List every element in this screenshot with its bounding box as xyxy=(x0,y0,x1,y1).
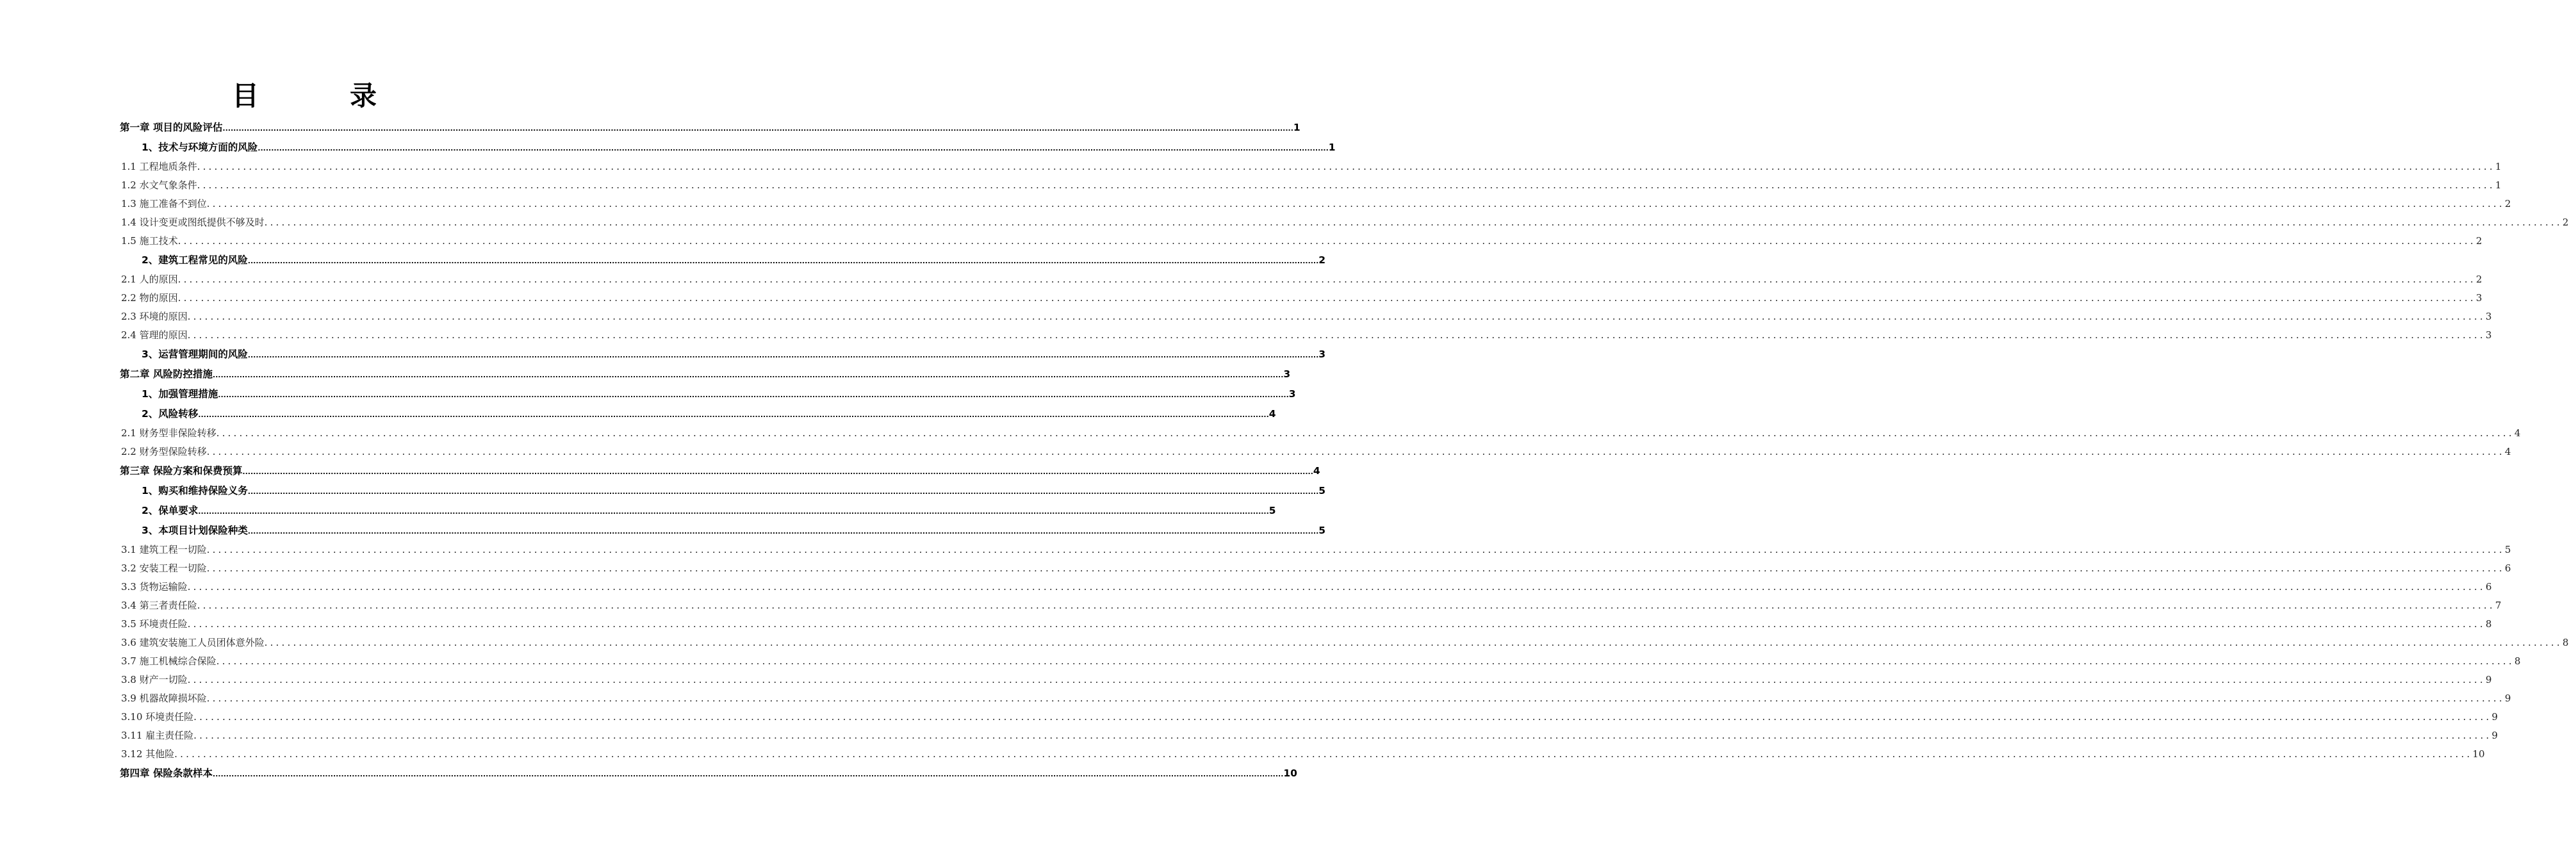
toc-entry-section[interactable] xyxy=(120,250,1326,270)
dot-leader: ................................................................................................................................................................................................................................................................................................................................................................................................................ xyxy=(242,468,1313,476)
toc-entry-text: 2.2 物的原因 xyxy=(121,292,178,304)
dot-leader: ................................................................................................................................................................................................................................................................................................................................................................................................................ xyxy=(206,544,2505,555)
dot-leader: ................................................................................................................................................................................................................................................................................................................................................................................................................ xyxy=(216,427,2514,439)
toc-page-number: 6 xyxy=(2485,581,2492,593)
toc-entry-section[interactable] xyxy=(120,404,1276,424)
toc-entry-text: 2、建筑工程常见的风险 xyxy=(142,254,248,266)
toc-entry-text: 3.10 环境责任险 xyxy=(121,711,194,723)
toc-entry-item[interactable] xyxy=(120,232,2482,250)
toc-page-number: 4 xyxy=(2514,427,2521,439)
toc-entry-item[interactable] xyxy=(120,176,2502,195)
toc-entry-text: 2.3 环境的原因 xyxy=(121,311,188,322)
toc-entry-text: 3.4 第三者责任险 xyxy=(121,600,197,611)
toc-page-number: 2 xyxy=(2475,274,2482,285)
toc-entry-text: 2.1 人的原因 xyxy=(121,274,178,285)
toc-entry-item[interactable] xyxy=(120,158,2502,176)
dot-leader: ................................................................................................................................................................................................................................................................................................................................................................................................................ xyxy=(187,618,2486,630)
toc-page-number: 2 xyxy=(2475,235,2482,247)
dot-leader: ................................................................................................................................................................................................................................................................................................................................................................................................................ xyxy=(216,655,2514,667)
dot-leader: ................................................................................................................................................................................................................................................................................................................................................................................................................ xyxy=(222,124,1293,133)
toc-entry-text: 3.12 其他险 xyxy=(121,748,175,760)
toc-entry-item[interactable] xyxy=(120,289,2482,308)
toc-page-number: 4 xyxy=(1313,465,1320,477)
toc-entry-item[interactable] xyxy=(120,424,2521,443)
page-title: 目 录 xyxy=(231,80,409,111)
toc-entry-item[interactable] xyxy=(120,195,2511,213)
toc-page-number: 2 xyxy=(1318,254,1326,266)
dot-leader: ................................................................................................................................................................................................................................................................................................................................................................................................................ xyxy=(198,411,1269,419)
toc-page-number: 2 xyxy=(2504,198,2511,209)
toc-page-number: 3 xyxy=(1283,368,1291,380)
toc-entry-text: 1.1 工程地质条件 xyxy=(121,161,197,172)
toc-entry-chapter[interactable] xyxy=(120,461,1320,481)
toc-page-number: 8 xyxy=(2485,618,2492,630)
dot-leader: ................................................................................................................................................................................................................................................................................................................................................................................................................ xyxy=(177,292,2476,304)
toc-entry-item[interactable] xyxy=(120,541,2511,559)
toc-entry-section[interactable] xyxy=(120,345,1326,365)
toc-entry-item[interactable] xyxy=(120,596,2502,615)
toc-page-number: 3 xyxy=(2485,329,2492,341)
toc-entry-text: 3.5 环境责任险 xyxy=(121,618,188,630)
toc-entry-item[interactable] xyxy=(120,652,2521,671)
dot-leader: ................................................................................................................................................................................................................................................................................................................................................................................................................ xyxy=(206,562,2505,574)
toc-page-number: 10 xyxy=(2472,748,2485,760)
toc-page-number: 5 xyxy=(1318,485,1326,496)
toc-entry-item[interactable] xyxy=(120,308,2492,326)
toc-entry-text: 3.11 雇主责任险 xyxy=(121,730,194,741)
toc-entry-text: 1、购买和维持保险义务 xyxy=(142,485,248,496)
toc-page-number: 9 xyxy=(2491,711,2498,723)
toc-entry-item[interactable] xyxy=(120,634,2569,652)
toc-entry-text: 1.2 水文气象条件 xyxy=(121,179,197,191)
toc-entry-item[interactable] xyxy=(120,745,2485,764)
toc-page-number: 4 xyxy=(1268,408,1276,420)
dot-leader: ................................................................................................................................................................................................................................................................................................................................................................................................................ xyxy=(247,257,1319,265)
toc-page-number: 3 xyxy=(2475,292,2482,304)
toc-entry-text: 第三章 保险方案和保费预算 xyxy=(120,465,243,477)
toc-entry-item[interactable] xyxy=(120,578,2492,596)
toc-page-number: 9 xyxy=(2485,674,2492,685)
dot-leader: ................................................................................................................................................................................................................................................................................................................................................................................................................ xyxy=(198,507,1269,516)
toc-entry-text: 3.7 施工机械综合保险 xyxy=(121,655,217,667)
toc-entry-text: 3.1 建筑工程一切险 xyxy=(121,544,207,555)
dot-leader: ................................................................................................................................................................................................................................................................................................................................................................................................................ xyxy=(187,581,2486,593)
toc-entry-text: 2.2 财务型保险转移 xyxy=(121,446,207,457)
toc-page-number: 2 xyxy=(2562,217,2569,228)
toc-entry-text: 3.3 货物运输险 xyxy=(121,581,188,593)
dot-leader: ................................................................................................................................................................................................................................................................................................................................................................................................................ xyxy=(187,674,2486,685)
toc-page-number: 8 xyxy=(2514,655,2521,667)
toc-entry-item[interactable] xyxy=(120,213,2569,232)
toc-entry-chapter[interactable] xyxy=(120,764,1297,783)
toc-entry-text: 1.4 设计变更或图纸提供不够及时 xyxy=(121,217,265,228)
toc-entry-section[interactable] xyxy=(120,521,1326,541)
dot-leader: ................................................................................................................................................................................................................................................................................................................................................................................................................ xyxy=(177,274,2476,285)
toc-page-number: 10 xyxy=(1283,767,1297,779)
toc-entry-text: 2、风险转移 xyxy=(142,408,199,420)
dot-leader: ................................................................................................................................................................................................................................................................................................................................................................................................................ xyxy=(197,161,2495,172)
dot-leader: ................................................................................................................................................................................................................................................................................................................................................................................................................ xyxy=(193,730,2492,741)
toc-entry-item[interactable] xyxy=(120,270,2482,289)
dot-leader: ................................................................................................................................................................................................................................................................................................................................................................................................................ xyxy=(193,711,2492,723)
dot-leader: ................................................................................................................................................................................................................................................................................................................................................................................................................ xyxy=(264,217,2563,228)
toc-entry-text: 第四章 保险条款样本 xyxy=(120,767,213,779)
dot-leader: ................................................................................................................................................................................................................................................................................................................................................................................................................ xyxy=(247,527,1319,536)
dot-leader: ................................................................................................................................................................................................................................................................................................................................................................................................................ xyxy=(187,311,2486,322)
toc-entry-item[interactable] xyxy=(120,708,2498,726)
toc-entry-text: 2、保单要求 xyxy=(142,505,199,516)
toc-entry-text: 3.2 安装工程一切险 xyxy=(121,562,207,574)
toc-page-number: 1 xyxy=(2495,179,2502,191)
toc-entry-item[interactable] xyxy=(120,615,2492,634)
toc-entry-item[interactable] xyxy=(120,689,2511,708)
dot-leader: ................................................................................................................................................................................................................................................................................................................................................................................................................ xyxy=(264,637,2563,648)
toc-page-number: 7 xyxy=(2495,600,2502,611)
toc-entry-text: 3.8 财产一切险 xyxy=(121,674,188,685)
dot-leader: ................................................................................................................................................................................................................................................................................................................................................................................................................ xyxy=(197,179,2495,191)
toc-page-number: 4 xyxy=(2504,446,2511,457)
toc-entry-item[interactable] xyxy=(120,559,2511,578)
toc-page-number: 1 xyxy=(1293,122,1300,133)
toc-page-number: 6 xyxy=(2504,562,2511,574)
toc-entry-text: 3、本项目计划保险种类 xyxy=(142,525,248,536)
dot-leader: ................................................................................................................................................................................................................................................................................................................................................................................................................ xyxy=(187,329,2486,341)
dot-leader: ................................................................................................................................................................................................................................................................................................................................................................................................................ xyxy=(258,144,1329,152)
toc-entry-text: 1.3 施工准备不到位 xyxy=(121,198,207,209)
toc-entry-text: 3、运营管理期间的风险 xyxy=(142,348,248,360)
dot-leader: ................................................................................................................................................................................................................................................................................................................................................................................................................ xyxy=(247,351,1319,359)
toc-entry-item[interactable] xyxy=(120,326,2492,345)
toc-entry-text: 1.5 施工技术 xyxy=(121,235,178,247)
dot-leader: ................................................................................................................................................................................................................................................................................................................................................................................................................ xyxy=(212,371,1284,379)
dot-leader: ................................................................................................................................................................................................................................................................................................................................................................................................................ xyxy=(206,198,2505,209)
dot-leader: ................................................................................................................................................................................................................................................................................................................................................................................................................ xyxy=(247,488,1319,496)
toc-entry-text: 3.9 机器故障损坏险 xyxy=(121,693,207,704)
toc-page-number: 8 xyxy=(2562,637,2569,648)
toc-page-number: 3 xyxy=(1318,348,1326,360)
dot-leader: ................................................................................................................................................................................................................................................................................................................................................................................................................ xyxy=(206,693,2505,704)
toc-entry-section[interactable] xyxy=(120,501,1276,521)
toc-entry-text: 1、加强管理措施 xyxy=(142,388,218,400)
toc-entry-section[interactable] xyxy=(120,481,1326,501)
table-of-contents xyxy=(120,118,2569,783)
toc-entry-chapter[interactable] xyxy=(120,365,1291,384)
dot-leader: ................................................................................................................................................................................................................................................................................................................................................................................................................ xyxy=(177,235,2476,247)
toc-entry-section[interactable] xyxy=(120,138,1336,158)
dot-leader: ................................................................................................................................................................................................................................................................................................................................................................................................................ xyxy=(212,770,1284,778)
toc-entry-text: 2.1 财务型非保险转移 xyxy=(121,427,217,439)
toc-entry-text: 第一章 项目的风险评估 xyxy=(120,122,223,133)
toc-entry-text: 3.6 建筑安装施工人员团体意外险 xyxy=(121,637,265,648)
toc-entry-text: 1、技术与环境方面的风险 xyxy=(142,142,258,153)
dot-leader: ................................................................................................................................................................................................................................................................................................................................................................................................................ xyxy=(218,391,1289,399)
toc-entry-section[interactable] xyxy=(120,384,1296,404)
toc-page-number: 3 xyxy=(2485,311,2492,322)
dot-leader: ................................................................................................................................................................................................................................................................................................................................................................................................................ xyxy=(174,748,2473,760)
toc-page-number: 5 xyxy=(2504,544,2511,555)
toc-entry-chapter[interactable] xyxy=(120,118,1300,138)
toc-entry-text: 2.4 管理的原因 xyxy=(121,329,188,341)
toc-entry-text: 第二章 风险防控措施 xyxy=(120,368,213,380)
toc-page-number: 9 xyxy=(2491,730,2498,741)
toc-page-number: 1 xyxy=(2495,161,2502,172)
toc-page-number: 5 xyxy=(1318,525,1326,536)
toc-entry-item[interactable] xyxy=(120,443,2511,461)
dot-leader: ................................................................................................................................................................................................................................................................................................................................................................................................................ xyxy=(206,446,2505,457)
toc-entry-item[interactable] xyxy=(120,726,2498,745)
dot-leader: ................................................................................................................................................................................................................................................................................................................................................................................................................ xyxy=(197,600,2495,611)
toc-page-number: 1 xyxy=(1328,142,1336,153)
toc-page-number: 9 xyxy=(2504,693,2511,704)
toc-page-number: 5 xyxy=(1268,505,1276,516)
toc-entry-item[interactable] xyxy=(120,671,2492,689)
toc-page-number: 3 xyxy=(1288,388,1296,400)
